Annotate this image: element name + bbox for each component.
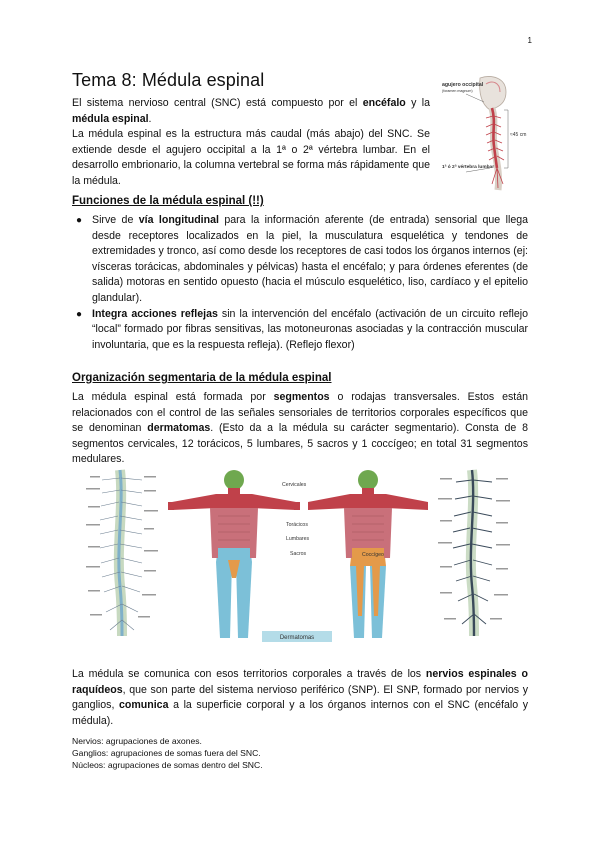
page-title: Tema 8: Médula espinal [72, 70, 265, 90]
spine-label-side: ≈45 cm [510, 132, 527, 138]
list-item: ● Sirve de vía longitudinal para la información aferente (de entrada) sensorial que llega desde receptores localizados en la piel, la musculatura esquelética y tendones de extremidades y tronco, así como desde los receptores de casi todos los órganos internos (ej: vísceras torácicas, abdominales y pélvicas) hasta el encéfalo; y para órdenes eferentes (de salida) motoras en sentido opuesto (hacia el músculo esquelético, liso, cardíaco y el epitelio glandular). [76, 214, 528, 304]
definition-item: Ganglios: agrupaciones de somas fuera del SNC. [72, 747, 261, 758]
segmental-paragraph: La médula espinal está formada por segmentos o rodajas transversales. Estos están relacionados con el control de las señales sensoriales de territorios corporales específicos que se denominan dermatomas. (Esto da a la médula su carácter segmentario). Consta de 8 segmentos cervicales, 12 torácicos, 5 lumbares, 5 sacros y 1 coccígeo; en total 31 segmentos medulares. [72, 391, 528, 466]
label-coccigeo: Coccígeo [362, 552, 384, 558]
label-sacros: Sacros [290, 551, 307, 557]
label-cervicales: Cervicales [282, 482, 307, 488]
right-cord-diagram [438, 470, 510, 636]
spine-label-top: agujero occipital [442, 82, 484, 88]
dermatome-figure [72, 466, 530, 644]
bullet-icon: ● [76, 215, 83, 226]
definitions-list [72, 736, 372, 771]
nerves-paragraph: La médula se comunica con esos territorios corporales a través de los nervios espinales o raquídeos, que son parte del sistema nervioso periférico (SNP). El SNP, formado por nervios y ganglios, comunica a la superficie corporal y a los órganos internos con el SNC (encéfalo y médula). [72, 668, 528, 727]
left-cord-diagram [86, 470, 158, 636]
intro-line-2: La médula espinal es la estructura más caudal (más abajo) del SNC. Se extiende desde el agujero occipital a la 1ª o 2ª vértebra lumbar. En el desarrollo embrionario, la columna vertebral se forma más rápidamente que la médula. [72, 128, 430, 187]
definition-item: Nervios: agrupaciones de axones. [72, 736, 202, 746]
body-front [168, 470, 300, 638]
section-functions-heading: Funciones de la médula espinal (!!) [72, 195, 264, 207]
label-lumbares: Lumbares [286, 536, 310, 542]
spine-label-bottom: 1ª ó 2ª vértebra lumbar [442, 165, 495, 170]
intro-paragraph: El sistema nervioso central (SNC) está compuesto por el encéfalo y la médula espinal. La médula espinal es la estructura más caudal (más abajo) del SNC. Se extiende desde el agujero occipital a la 1ª o 2ª vértebra lumbar. En el desarrollo embrionario, la columna vertebral se forma más rápidamente que la médula. [72, 97, 430, 187]
bullet-icon: ● [76, 308, 83, 320]
figure-caption: Dermatomas [279, 635, 315, 641]
spine-label-top-sub: (foramen magnum) [442, 89, 473, 93]
list-item: ● Integra acciones reflejas sin la intervención del encéfalo (activación de un circuito reflejo “local” formado por fibras sensitivas, las motoneuronas asociadas y la contracción muscular involuntaria, que es la respuesta refleja). (Reflejo flexor) [76, 307, 528, 351]
page-number: 1 [527, 36, 532, 45]
section-segmental-heading: Organización segmentaria de la médula espinal [72, 372, 332, 384]
spine-figure [440, 72, 530, 194]
label-toracicos: Torácicos [286, 522, 308, 528]
definition-item: Núcleos: agrupaciones de somas dentro del SNC. [72, 759, 263, 770]
functions-list [72, 213, 528, 353]
